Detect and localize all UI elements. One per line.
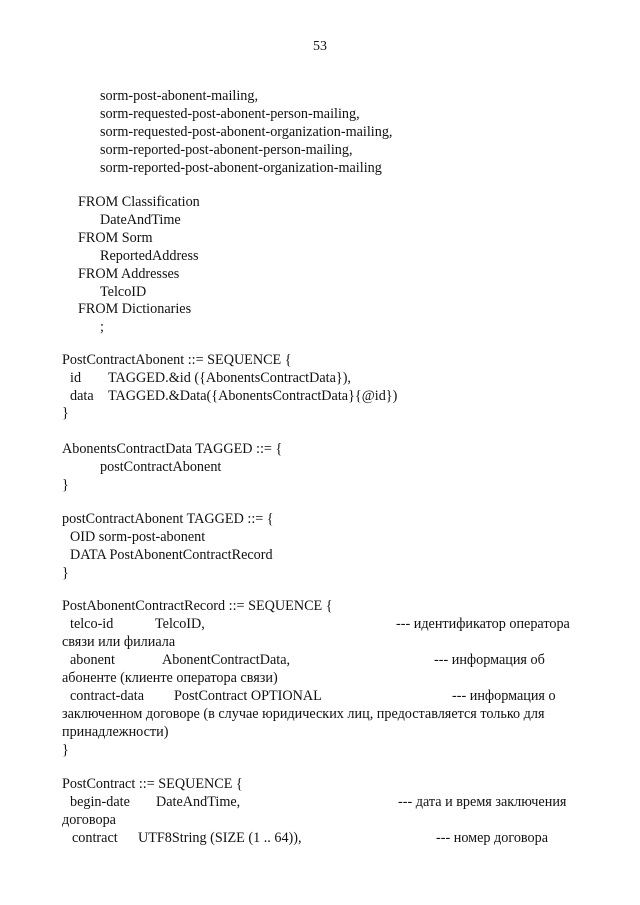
field-name: abonent: [70, 652, 115, 668]
from-item: ;: [100, 319, 104, 335]
definition-header: postContractAbonent TAGGED ::= {: [62, 511, 274, 527]
field-comment: --- информация об: [434, 652, 545, 668]
field-comment-wrap: абоненте (клиенте оператора связи): [62, 670, 278, 686]
definition-header: PostContractAbonent ::= SEQUENCE {: [62, 352, 292, 368]
from-clause: FROM Dictionaries: [78, 301, 192, 317]
definition-header: PostAbonentContractRecord ::= SEQUENCE {: [62, 598, 333, 614]
field-comment: --- дата и время заключения: [398, 794, 567, 810]
page-number: 53: [313, 39, 327, 54]
definition-item: DATA PostAbonentContractRecord: [70, 547, 273, 563]
field-type: TelcoID,: [155, 616, 205, 632]
definition-item: postContractAbonent: [100, 459, 222, 475]
field-type: UTF8String (SIZE (1 .. 64)),: [138, 830, 302, 846]
field-comment: --- номер договора: [436, 830, 549, 846]
definition-close: }: [62, 477, 69, 493]
definition-header: AbonentsContractData TAGGED ::= {: [62, 441, 283, 457]
import-item: sorm-post-abonent-mailing,: [100, 88, 259, 104]
field-name: begin-date: [70, 794, 130, 810]
field-comment: --- информация о: [452, 688, 556, 704]
field-type: DateAndTime,: [156, 794, 241, 810]
field-comment-wrap: связи или филиала: [62, 634, 176, 650]
from-clause: FROM Classification: [78, 194, 200, 210]
from-item: ReportedAddress: [100, 248, 199, 264]
from-item: DateAndTime: [100, 212, 181, 228]
import-item: sorm-requested-post-abonent-organization-mailing,: [100, 124, 393, 140]
import-item: sorm-reported-post-abonent-organization-mailing: [100, 160, 382, 176]
field-comment-wrap: принадлежности): [62, 724, 169, 740]
import-item: sorm-reported-post-abonent-person-mailing,: [100, 142, 353, 158]
definition-close: }: [62, 565, 69, 581]
field-comment-wrap: заключенном договоре (в случае юридических лиц, предоставляется только для: [62, 706, 545, 722]
field-comment-wrap: договора: [62, 812, 116, 828]
from-item: TelcoID: [100, 284, 147, 300]
field-comment: --- идентификатор оператора: [396, 616, 570, 632]
field-name: contract: [72, 830, 118, 846]
from-clause: FROM Sorm: [78, 230, 153, 246]
field-type: TAGGED.&id ({AbonentsContractData}),: [108, 370, 351, 386]
field-type: TAGGED.&Data({AbonentsContractData}{@id}): [108, 388, 398, 404]
field-name: id: [70, 370, 82, 386]
field-type: AbonentContractData,: [162, 652, 291, 668]
definition-close: }: [62, 742, 69, 758]
field-name: telco-id: [70, 616, 114, 632]
field-type: PostContract OPTIONAL: [174, 688, 322, 704]
definition-header: PostContract ::= SEQUENCE {: [62, 776, 243, 792]
field-name: contract-data: [70, 688, 145, 704]
field-name: data: [70, 388, 94, 404]
import-item: sorm-requested-post-abonent-person-mailing,: [100, 106, 360, 122]
definition-item: OID sorm-post-abonent: [70, 529, 206, 545]
from-clause: FROM Addresses: [78, 266, 180, 282]
definition-close: }: [62, 405, 69, 421]
